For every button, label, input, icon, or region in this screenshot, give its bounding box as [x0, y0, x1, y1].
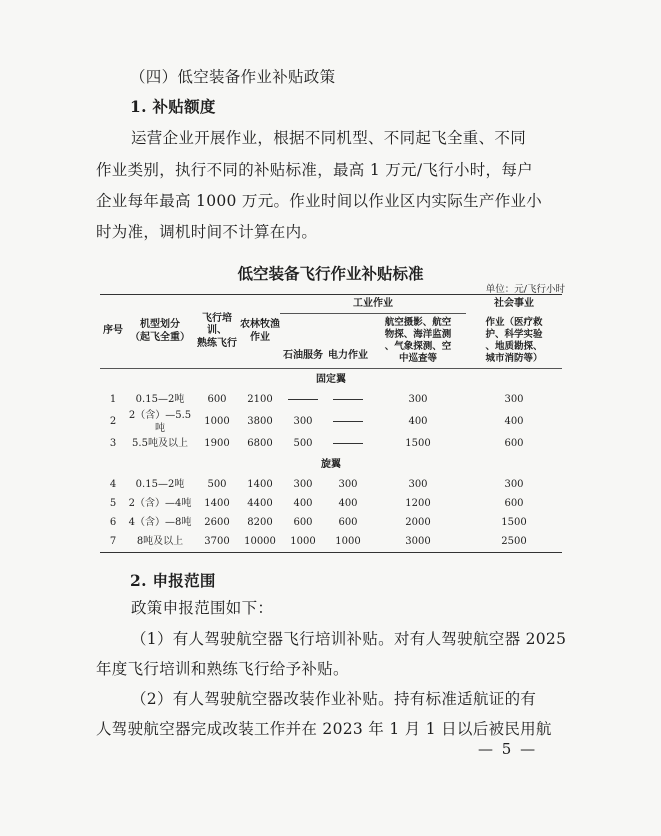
- table-cell: 6800: [247, 438, 273, 450]
- table-cell: 1900: [204, 438, 230, 450]
- header-no: 序号: [100, 295, 126, 369]
- table-cell: 10000: [240, 533, 280, 553]
- table-cell: 2（含）—5.5吨: [128, 410, 192, 434]
- table-cell: 400: [293, 498, 313, 510]
- table-cell: 3000: [370, 533, 466, 553]
- table-row: [100, 435, 562, 454]
- section-heading: （四）低空装备作业补贴政策: [130, 68, 336, 86]
- paragraph-line: 企业每年最高 1000 万元。作业时间以作业区内实际生产作业小: [96, 192, 543, 210]
- table-row: [100, 410, 562, 435]
- table-cell: 300: [504, 394, 524, 406]
- table-row: [100, 495, 562, 514]
- table-cell: 2500: [466, 533, 562, 553]
- table-cell: 300: [293, 416, 313, 428]
- table-cell: 600: [338, 517, 358, 529]
- table-cell: 1000: [280, 533, 326, 553]
- paragraph-line: 时为准，调机时间不计算在内。: [96, 223, 318, 241]
- table-cell: 300: [338, 479, 358, 491]
- table-cell: 600: [504, 438, 524, 450]
- header-training: 飞行培训、 熟练飞行: [194, 295, 240, 369]
- empty-dash: [288, 399, 318, 401]
- table-cell: 5.5吨及以上: [132, 438, 188, 450]
- table-row: [100, 514, 562, 533]
- table-cell: 600: [293, 517, 313, 529]
- table-title: 低空装备飞行作业补贴标准: [237, 265, 424, 283]
- header-group-industrial: 工业作业: [280, 295, 466, 314]
- table-cell: [326, 391, 370, 410]
- table-cell: 300: [408, 479, 428, 491]
- table-row: [100, 391, 562, 410]
- header-aerial: 航空摄影、航空 物探、海洋监测 、气象探测、空 中巡查等: [384, 317, 452, 364]
- table-cell: 3700: [194, 533, 240, 553]
- table-cell: 1400: [204, 498, 230, 510]
- table-cell: 500: [293, 438, 313, 450]
- table-cell: 400: [408, 416, 428, 428]
- table-cell: 0.15—2吨: [135, 394, 185, 406]
- table-cell: 1000: [204, 416, 230, 428]
- table-row: [100, 533, 562, 553]
- table-cell: 8200: [247, 517, 273, 529]
- table-row: [100, 476, 562, 495]
- header-oil: 石油服务: [283, 349, 323, 361]
- scope-intro: 政策申报范围如下：: [131, 599, 274, 617]
- page-number: — 5 —: [478, 740, 538, 758]
- table-cell: 2（含）—4吨: [128, 498, 192, 510]
- item1-line: 年度飞行培训和熟练飞行给予补贴。: [96, 660, 349, 678]
- table-cell: 8吨及以上: [126, 533, 194, 553]
- table-cell: 3: [109, 438, 117, 450]
- item1-line: （1）有人驾驶航空器飞行培训补贴。对有人驾驶航空器 2025: [131, 630, 567, 648]
- table-cell: 3800: [247, 416, 273, 428]
- table-cell: 500: [207, 479, 227, 491]
- table-cell: 2600: [204, 517, 230, 529]
- table-cell: 600: [504, 498, 524, 510]
- table-cell: 1: [109, 394, 117, 406]
- empty-dash: [333, 399, 363, 401]
- table-cell: 7: [100, 533, 126, 553]
- table-cell: 600: [207, 394, 227, 406]
- subsection-heading-2: 2. 申报范围: [130, 571, 216, 590]
- item2-line: （2）有人驾驶航空器改装作业补贴。持有标准适航证的有: [131, 690, 537, 708]
- table-cell: 6: [109, 517, 117, 529]
- table-cell: [326, 410, 370, 435]
- section-label-rotor: 旋翼: [321, 458, 341, 470]
- table-cell: 0.15—2吨: [135, 479, 185, 491]
- table-cell: 1500: [501, 517, 527, 529]
- paragraph-line: 作业类别，执行不同的补贴标准，最高 1 万元/飞行小时，每户: [96, 161, 533, 179]
- table-cell: 1200: [405, 498, 431, 510]
- empty-dash: [333, 443, 363, 445]
- subsidy-table: [100, 294, 562, 553]
- table-cell: 1000: [326, 533, 370, 553]
- unit-note: 单位：元/飞行小时: [485, 284, 565, 295]
- table-cell: [280, 391, 326, 410]
- header-model: 机型划分 （起飞全重）: [126, 295, 194, 369]
- table-cell: 2: [109, 416, 117, 428]
- table-cell: 300: [408, 394, 428, 406]
- table-cell: 1500: [405, 438, 431, 450]
- header-agri: 农林牧渔 作业: [240, 295, 280, 369]
- table-cell: 2000: [405, 517, 431, 529]
- header-group-social: 社会事业: [466, 295, 562, 314]
- table-cell: 4（含）—8吨: [128, 517, 192, 529]
- table-cell: [326, 435, 370, 454]
- table-cell: 2100: [247, 394, 273, 406]
- table-cell: 300: [504, 479, 524, 491]
- section-label-fixed-wing: 固定翼: [100, 369, 562, 392]
- empty-dash: [333, 421, 363, 423]
- table-cell: 1400: [247, 479, 273, 491]
- paragraph-line: 运营企业开展作业，根据不同机型、不同起飞全重、不同: [131, 129, 527, 147]
- table-cell: 4: [109, 479, 117, 491]
- header-power: 电力作业: [328, 349, 368, 361]
- table-cell: 4400: [247, 498, 273, 510]
- table-cell: 400: [338, 498, 358, 510]
- header-social: 作业（医疗救 护、科学实验 、地质勘探、 城市消防等）: [485, 317, 543, 364]
- table-cell: 300: [293, 479, 313, 491]
- subsection-heading-1: 1. 补贴额度: [130, 97, 216, 116]
- table-cell: 5: [109, 498, 117, 510]
- item2-line: 人驾驶航空器完成改装工作并在 2023 年 1 月 1 日以后被民用航: [96, 720, 552, 738]
- table-cell: 400: [504, 416, 524, 428]
